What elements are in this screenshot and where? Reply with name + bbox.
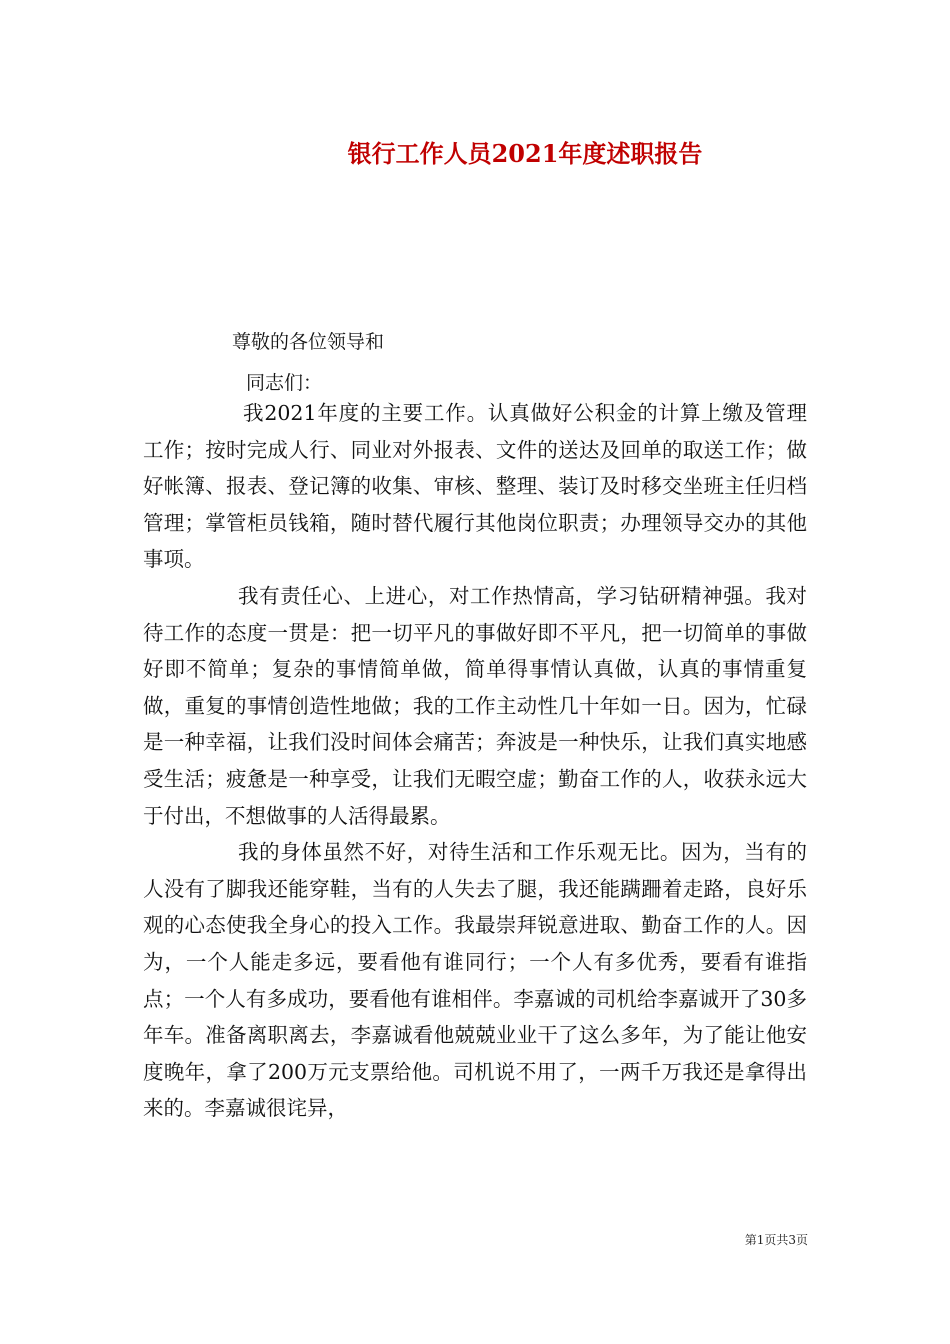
salutation-line-2: 同志们： (246, 372, 323, 394)
paragraph-3: 我的身体虽然不好，对待生活和工作乐观无比。因为，当有的人没有了脚我还能穿鞋，当有的人失去了腿，我还能蹒跚着走路，良好乐观的心态使我全身心的投入工作。我最崇拜锐意进取、勤奋工作的人。因为，一个人能走多远，要看他有谁同行；一个人有多优秀，要看有谁指点；一个人有多成功，要看他有谁相伴。李嘉诚的司机给李嘉诚开了30多年车。准备离职离去，李嘉诚看他兢兢业业干了这么多年，为了能让他安度晚年，拿了200万元支票给他。司机说不用了，一两千万我还是拿得出来的。李嘉诚很诧异， (143, 840, 807, 1121)
paragraph-2: 我有责任心、上进心，对工作热情高，学习钻研精神强。我对待工作的态度一贯是：把一切平凡的事做好即不平凡，把一切简单的事做好即不简单；复杂的事情简单做，简单得事情认真做，认真的事情重复做，重复的事情创造性地做；我的工作主动性几十年如一日。因为，忙碌是一种幸福，让我们没时间体会痛苦；奔波是一种快乐，让我们真实地感受生活；疲惫是一种享受，让我们无暇空虚；勤奋工作的人，收获永远大于付出，不想做事的人活得最累。 (143, 583, 807, 828)
page-number-footer: 第1页共3页 (744, 1233, 808, 1247)
document-body (143, 395, 807, 1127)
document-title: 银行工作人员2021年度述职报告 (347, 139, 703, 168)
paragraph-1: 我2021年度的主要工作。认真做好公积金的计算上缴及管理工作；按时完成人行、同业对外报表、文件的送达及回单的取送工作；做好帐簿、报表、登记簿的收集、审核、整理、装订及时移交坐班主任归档管理；掌管柜员钱箱，随时替代履行其他岗位职责；办理领导交办的其他事项。 (143, 401, 807, 572)
salutation-line-1: 尊敬的各位领导和 (232, 331, 385, 353)
